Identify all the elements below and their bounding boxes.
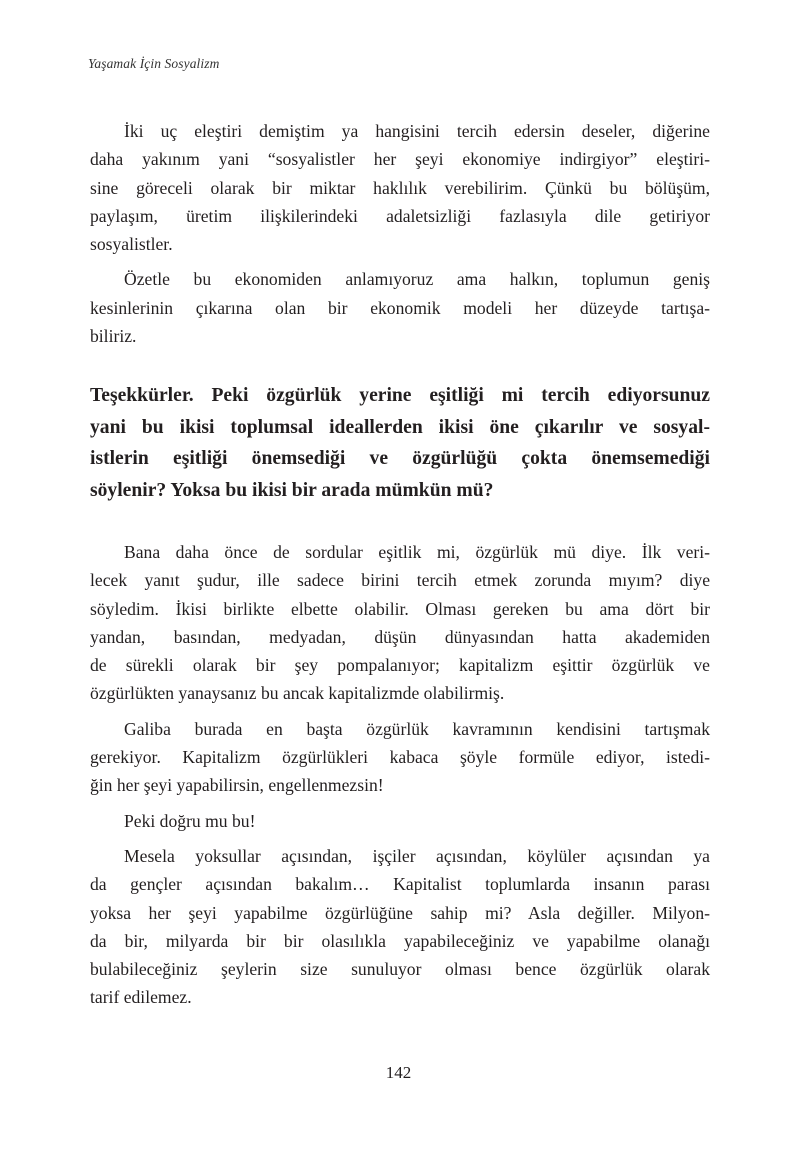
text-line: gerekiyor. Kapitalizm özgürlükleri kabaca şöyle formüle ediyor, istedi-: [90, 747, 710, 768]
paragraph: [90, 538, 710, 708]
text-line: biliriz.: [90, 326, 137, 347]
body-text-bottom: [90, 538, 710, 1012]
paragraph: [90, 715, 710, 800]
text-line: Peki doğru mu bu!: [124, 810, 256, 831]
paragraph: [90, 807, 710, 835]
text-line: Teşekkürler. Peki özgürlük yerine eşitliği mi tercih ediyorsunuz: [90, 385, 710, 406]
text-line: Galiba burada en başta özgürlük kavramının kendisini tartışmak: [124, 718, 710, 739]
text-line: yoksa her şeyi yapabilme özgürlüğüne sahip mi? Asla değiller. Milyon-: [90, 902, 710, 923]
text-line: söyledim. İkisi birlikte elbette olabilir. Olması gereken bu ama dört bir: [90, 598, 710, 619]
interview-question: [90, 380, 710, 506]
text-line: Mesela yoksullar açısından, işçiler açısından, köylüler açısından ya: [124, 845, 710, 866]
running-head: Yaşamak İçin Sosyalizm: [88, 56, 220, 71]
text-line: da bir, milyarda bir bir olasılıkla yapabileceğiniz ve yapabilme olanağı: [90, 930, 710, 951]
paragraph: [90, 265, 710, 350]
text-line: İki uç eleştiri demiştim ya hangisini tercih edersin deseler, diğerine: [124, 121, 710, 141]
text-line: yandan, basından, medyadan, düşün dünyasından hatta akademiden: [90, 626, 710, 647]
text-line: ğin her şeyi yapabilirsin, engellenmezsin!: [90, 775, 384, 796]
text-line: paylaşım, üretim ilişkilerindeki adaletsizliği fazlasıyla dile getiriyor: [90, 205, 710, 226]
text-line: istlerin eşitliği önemsediği ve özgürlüğü çokta önemsemediği: [90, 448, 710, 470]
text-line: bulabileceğiniz şeylerin size sunuluyor olması bence özgürlük olarak: [90, 959, 710, 980]
text-line: sosyalistler.: [90, 234, 173, 255]
text-line: özgürlükten yanaysanız bu ancak kapitalizmde olabilirmiş.: [90, 683, 505, 704]
text-line: lecek yanıt şudur, ille sadece birini tercih etmek zorunda mıyım? diye: [90, 570, 710, 591]
text-line: daha yakınım yani “sosyalistler her şeyi ekonomiye indirgiyor” eleştiri-: [90, 149, 710, 170]
text-line: sine göreceli olarak bir miktar haklılık verebilirim. Çünkü bu bölüşüm,: [90, 177, 710, 198]
text-line: kesinlerinin çıkarına olan bir ekonomik modeli her düzeyde tartışa-: [90, 297, 710, 318]
body-text-top: [90, 117, 710, 350]
text-line: yani bu ikisi toplumsal ideallerden ikisi öne çıkarılır ve sosyal-: [90, 416, 710, 438]
text-line: tarif edilemez.: [90, 987, 192, 1008]
text-line: söylenir? Yoksa bu ikisi bir arada mümkün mü?: [90, 479, 494, 501]
paragraph: [90, 842, 710, 1012]
question-text: [90, 380, 710, 506]
paragraph: [90, 117, 710, 258]
text-line: da gençler açısından bakalım… Kapitalist toplumlarda insanın parası: [90, 874, 710, 895]
text-line: de sürekli olarak bir şey pompalanıyor; kapitalizm eşittir özgürlük ve: [90, 655, 710, 676]
text-line: Bana daha önce de sordular eşitlik mi, özgürlük mü diye. İlk veri-: [124, 542, 710, 562]
page-number: 142: [385, 1063, 412, 1082]
text-line: Özetle bu ekonomiden anlamıyoruz ama halkın, toplumun geniş: [124, 269, 710, 290]
